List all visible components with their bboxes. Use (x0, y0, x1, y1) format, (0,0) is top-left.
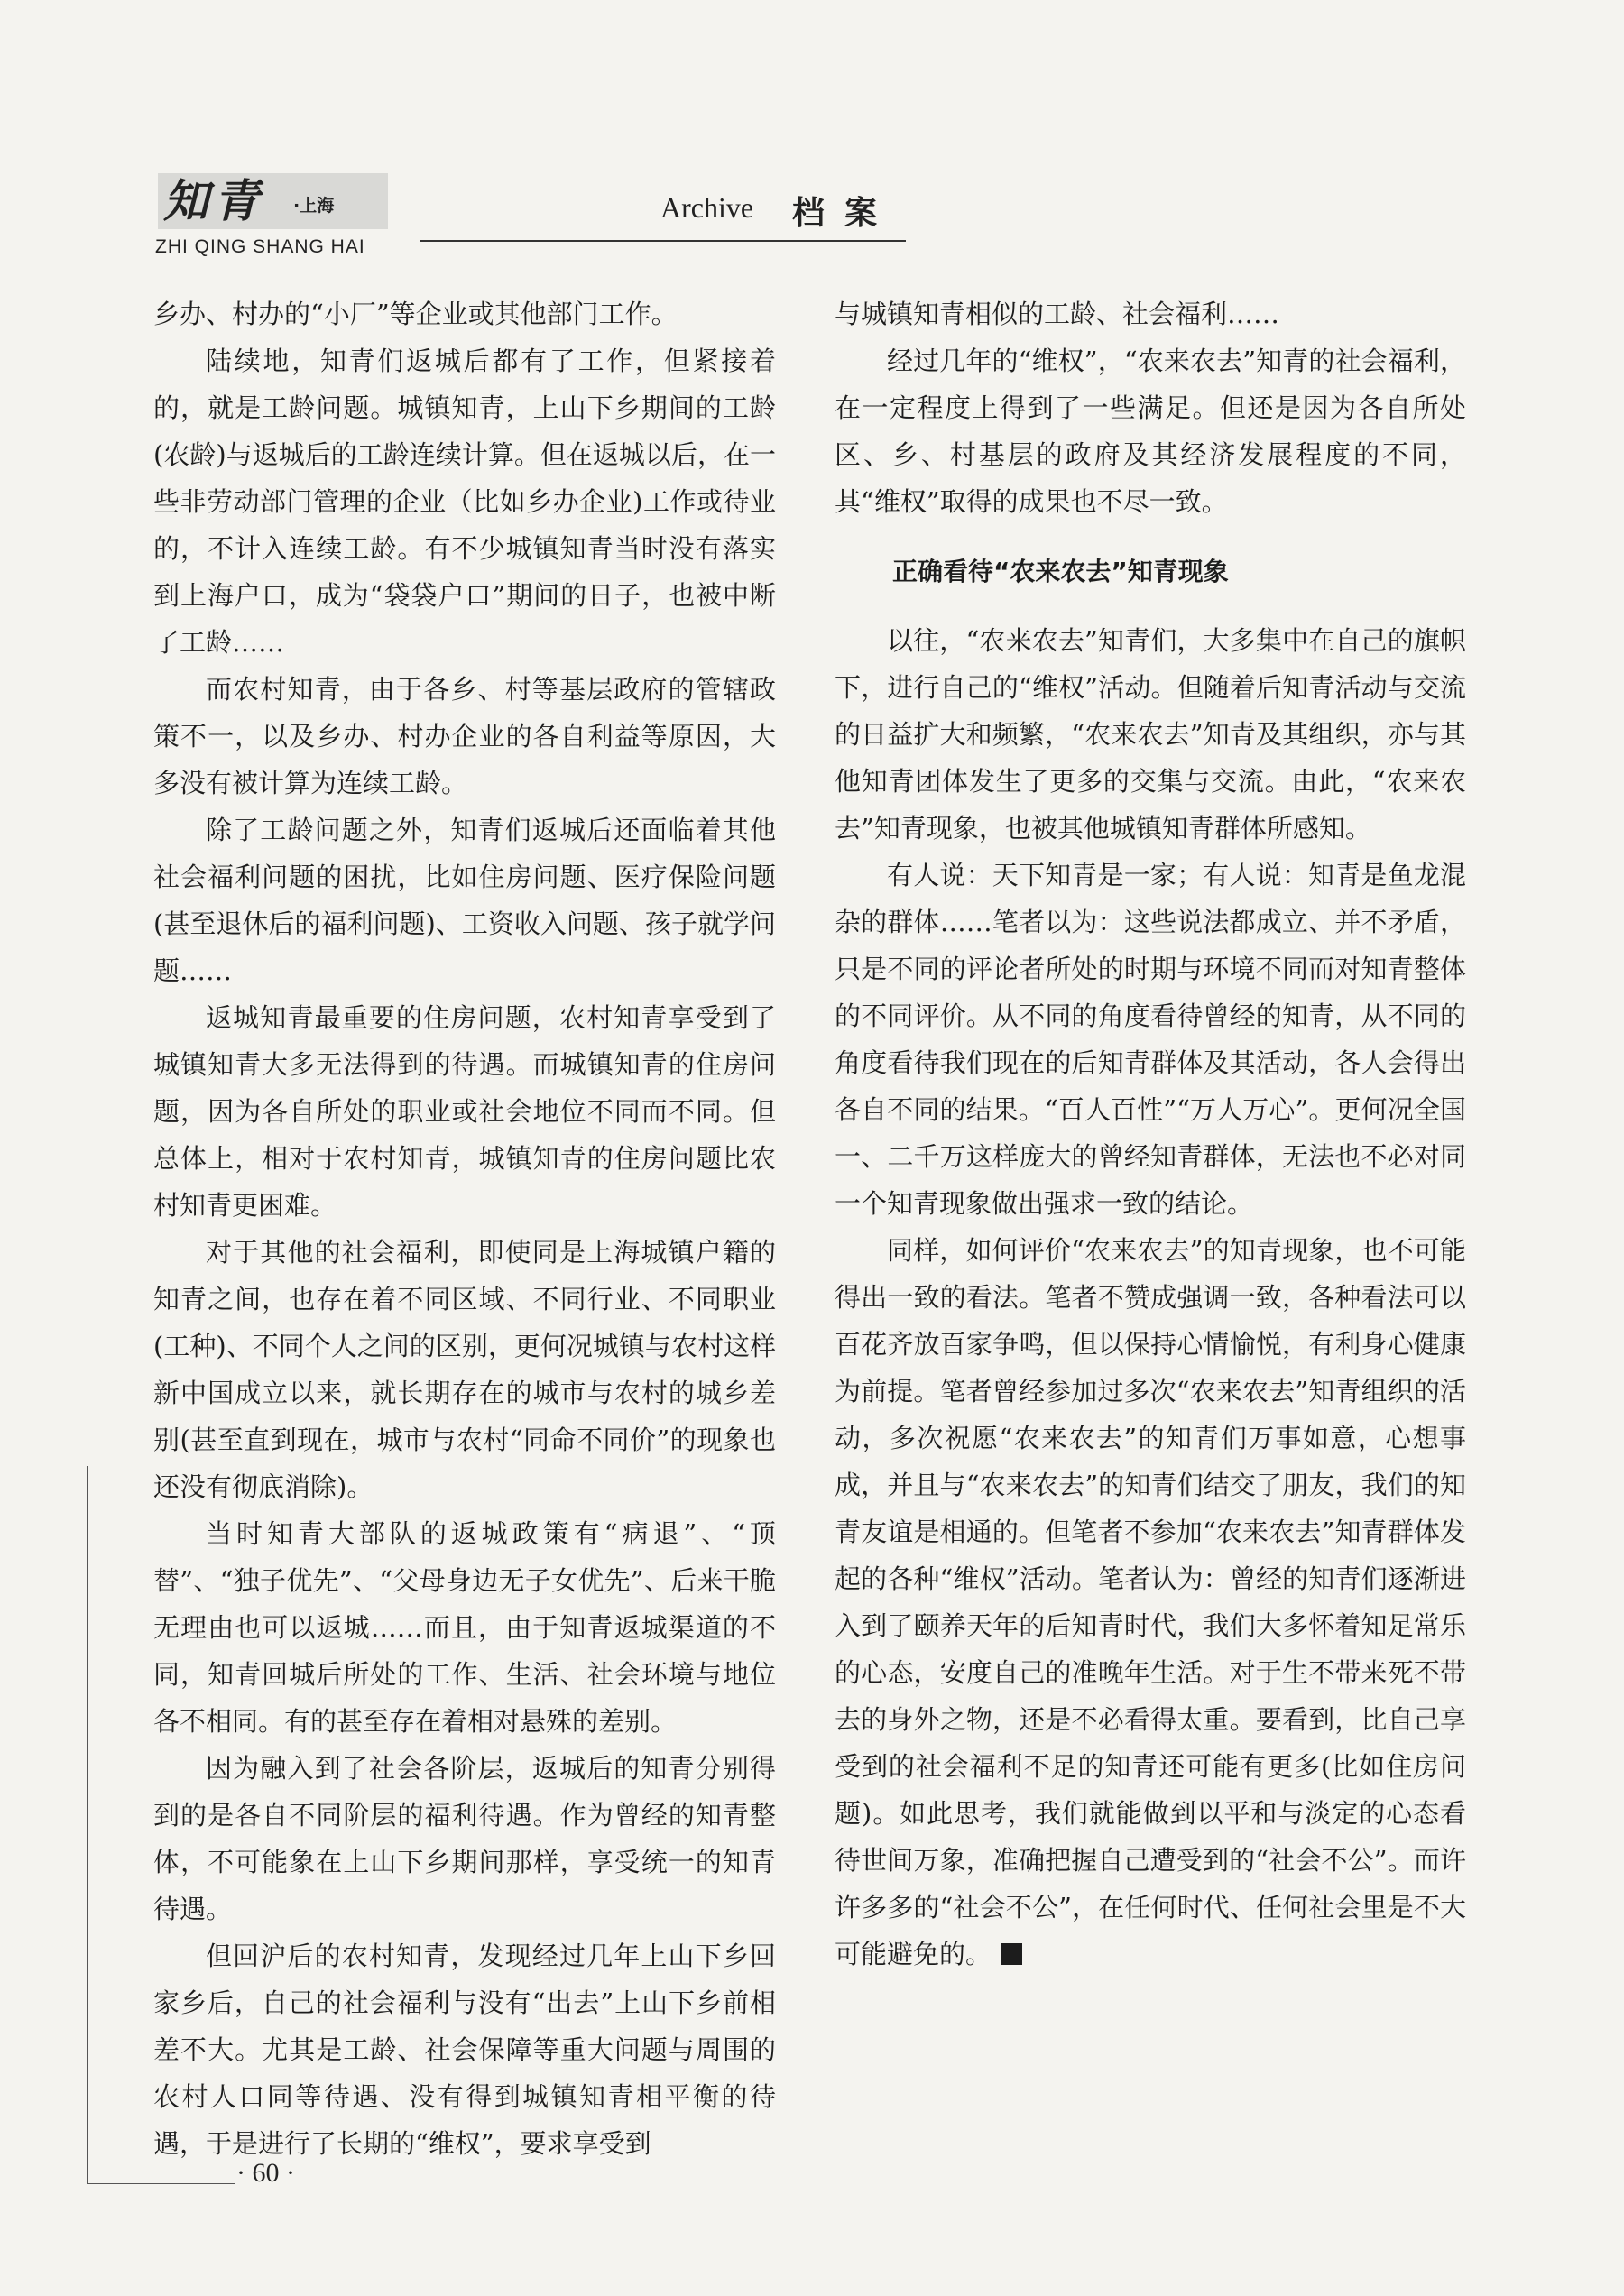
paragraph: 当时知青大部队的返城政策有“病退”、“顶替”、“独子优先”、“父母身边无子女优先”、后来干脆无理由也可以返城……而且，由于知青返城渠道的不同，知青回城后所处的工作、生活、社会环境与地位各不相同。有的甚至存在着相对悬殊的差别。 (153, 1518, 776, 1737)
paragraph: 经过几年的“维权”，“农来农去”知青的社会福利，在一定程度上得到了一些满足。但还是因为各自所处区、乡、村基层的政府及其经济发展程度的不同，其“维权”取得的成果也不尽一致。 (835, 346, 1466, 517)
paragraph: 乡办、村办的“小厂”等企业或其他部门工作。 (153, 299, 678, 329)
section-title-en: Archive (660, 191, 754, 224)
magazine-logo (158, 173, 388, 229)
paragraph: 因为融入到了社会各阶层，返城后的知青分别得到的是各自不同阶层的福利待遇。作为曾经的知青整体，不可能象在上山下乡期间那样，享受统一的知青待遇。 (153, 1753, 776, 1924)
paragraph: 但回沪后的农村知青，发现经过几年上山下乡回家乡后，自己的社会福利与没有“出去”上山下乡前相差不大。尤其是工龄、社会保障等重大问题与周围的农村人口同等待遇、没有得到城镇知青相平衡的待遇，于是进行了长期的“维权”，要求享受到 (153, 1941, 776, 2159)
end-mark-icon (1001, 1943, 1022, 1965)
paragraph: 与城镇知青相似的工龄、社会福利…… (835, 299, 1280, 329)
logo-subtitle: ·上海 (293, 196, 335, 216)
paragraph: 陆续地，知青们返城后都有了工作，但紧接着的，就是工龄问题。城镇知青，上山下乡期间的工龄(农龄)与返城后的工龄连续计算。但在返城以后，在一些非劳动部门管理的企业（比如乡办企业)工作或待业的，不计入连续工龄。有不少城镇知青当时没有落实到上海户口，成为“袋袋户口”期间的日子，也被中断了工龄…… (153, 346, 776, 658)
paragraph-final (835, 1227, 1466, 1978)
header-rule (420, 240, 906, 242)
section-title-cn: 档案 (792, 195, 898, 232)
paragraph: 返城知青最重要的住房问题，农村知青享受到了城镇知青大多无法得到的待遇。而城镇知青的住房问题，因为各自所处的职业或社会地位不同而不同。但总体上，相对于农村知青，城镇知青的住房问题比农村知青更困难。 (153, 1002, 776, 1221)
paragraph: 而农村知青，由于各乡、村等基层政府的管辖政策不一，以及乡办、村办企业的各自利益等原因，大多没有被计算为连续工龄。 (153, 674, 776, 798)
left-column (153, 290, 776, 2167)
footer-rule (87, 2183, 235, 2184)
paragraph: 有人说：天下知青是一家；有人说：知青是鱼龙混杂的群体……笔者以为：这些说法都成立、并不矛盾，只是不同的评论者所处的时期与环境不同而对知青整体的不同评价。从不同的角度看待曾经的知青，从不同的角度看待我们现在的后知青群体及其活动，各人会得出各自不同的结果。“百人百性”“万人万心”。更何况全国一、二千万这样庞大的曾经知青群体，无法也不必对同一个知青现象做出强求一致的结论。 (835, 860, 1466, 1219)
logo-script-text: 知青 (163, 174, 264, 227)
paragraph: 对于其他的社会福利，即使同是上海城镇户籍的知青之间，也存在着不同区域、不同行业、不同职业(工种)、不同个人之间的区别，更何况城镇与农村这样新中国成立以来，就长期存在的城市与农村的城乡差别(甚至直到现在，城市与农村“同命不同价”的现象也还没有彻底消除)。 (153, 1237, 776, 1502)
paragraph: 除了工龄问题之外，知青们返城后还面临着其他社会福利问题的困扰，比如住房问题、医疗保险问题(甚至退休后的福利问题)、工资收入问题、孩子就学问题…… (153, 815, 776, 986)
paragraph-text: 同样，如何评价“农来农去”的知青现象，也不可能得出一致的看法。笔者不赞成强调一致，各种看法可以百花齐放百家争鸣，但以保持心情愉悦，有利身心健康为前提。笔者曾经参加过多次“农来农去”知青组织的活动，多次祝愿“农来农去”的知青们万事如意，心想事成，并且与“农来农去”的知青们结交了朋友，我们的知青友谊是相通的。但笔者不参加“农来农去”知青群体发起的各种“维权”活动。笔者认为：曾经的知青们逐渐进入到了颐养天年的后知青时代，我们大多怀着知足常乐的心态，安度自己的准晚年生活。对于生不带来死不带去的身外之物，还是不必看得太重。要看到，比自己享受到的社会福利不足的知青还可能有更多(比如住房问题)。如此思考，我们就能做到以平和与淡定的心态看待世间万象，准确把握自己遭受到的“社会不公”。而许许多多的“社会不公”，在任何时代、任何社会里是不大可能避免的。 (835, 1235, 1466, 1969)
section-heading: 正确看待“农来农去”知青现象 (892, 557, 1229, 586)
margin-rule (87, 1466, 88, 2183)
page-number: · 60 · (236, 2158, 295, 2188)
logo-english: ZHI QING SHANG HAI (155, 236, 365, 257)
paragraph: 以往，“农来农去”知青们，大多集中在自己的旗帜下，进行自己的“维权”活动。但随着后知青活动与交流的日益扩大和频繁，“农来农去”知青及其组织，亦与其他知青团体发生了更多的交集与交流。由此，“农来农去”知青现象，也被其他城镇知青群体所感知。 (835, 625, 1466, 844)
right-column (835, 290, 1466, 1978)
